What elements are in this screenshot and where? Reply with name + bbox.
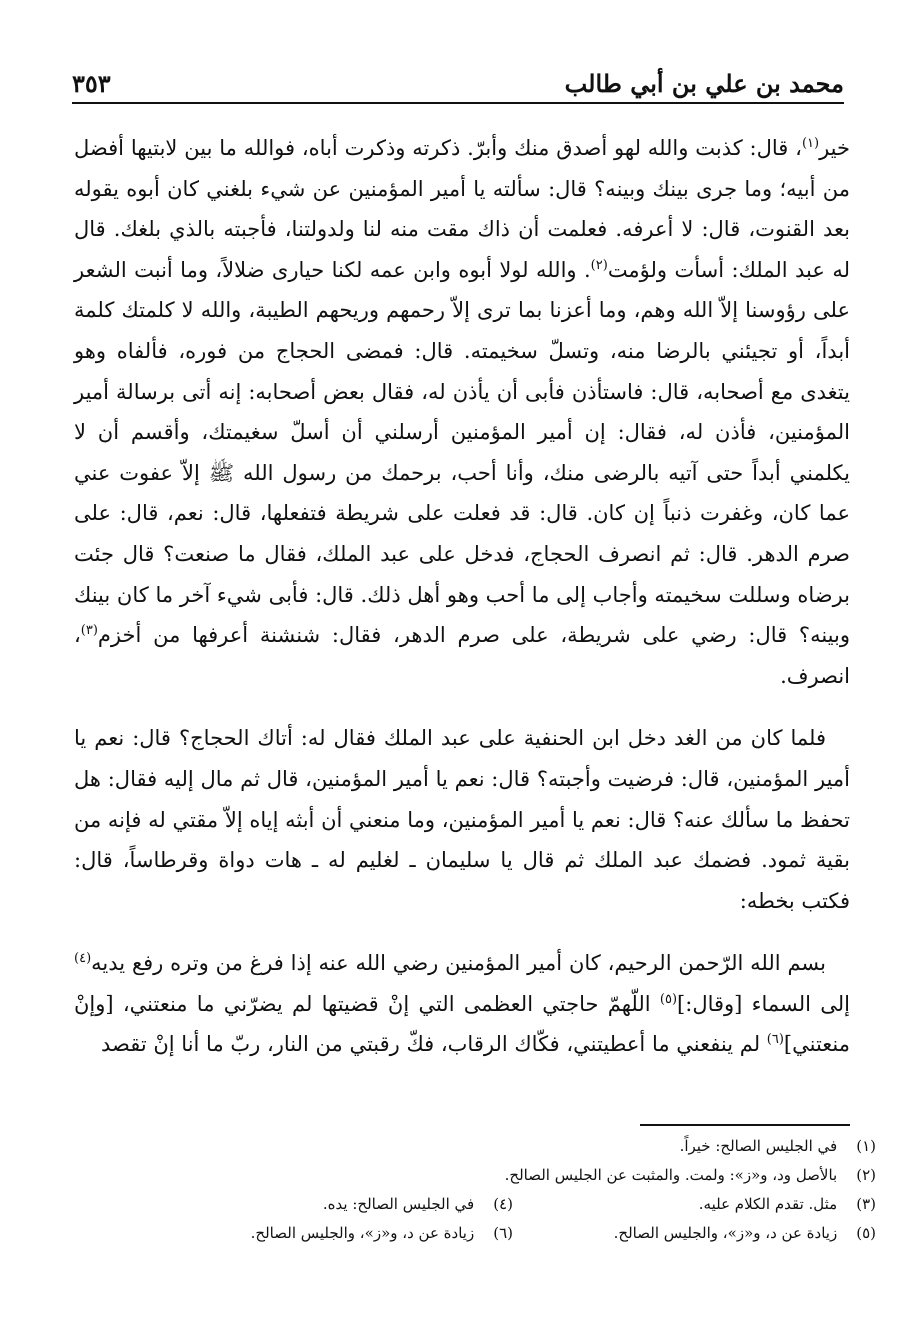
footnote-text: في الجليس الصالح: يده. (322, 1195, 475, 1213)
page-header (72, 58, 844, 104)
text-run: خير (819, 136, 850, 160)
page-number: ٣٥٣ (72, 69, 111, 98)
footnote-number: (٣) (856, 1195, 876, 1213)
footnotes (150, 1132, 876, 1248)
footnote-6 (150, 1219, 513, 1248)
footnote-separator (640, 1124, 850, 1126)
text-run: ، انصرف. (74, 623, 850, 688)
paragraph-2 (74, 718, 850, 921)
footnote-number: (٦) (493, 1224, 513, 1242)
footnote-marker: (٣) (80, 623, 98, 639)
footnote-number: (٢) (856, 1166, 876, 1184)
footnote-number: (١) (856, 1137, 876, 1155)
footnote-2 (150, 1161, 876, 1190)
footnote-1 (150, 1132, 876, 1161)
text-run: لم ينفعني ما أعطيتني، فكّاك الرقاب، فكّ رقبتي من النار، ربّ ما أنا إنْ تقصد (101, 1032, 767, 1057)
text-run: ، قال: كذبت والله لهو أصدق منك وأبرّ. ذكرته وذكرت أباه، فوالله ما بين لابتيها أفضل من أبيه؛ وما جرى بينك وبينه؟ قال: سألته يا أمير المؤمنين عن شيء بلغني كان أبوه يقوله بعد القنوت، قال: لا أعرفه. فعلمت أن ذاك مقت منه لنا ولدولتنا، فأجبته بالذي بلغك. قال له عبد الملك: أسأت ولؤمت (74, 136, 851, 282)
text-run: . والله لولا أبوه وابن عمه لكنا حيارى ضلالاً، وما أنبت الشعر على رؤوسنا إلاّ الله وهم، وما أعزنا بما ترى إلاّ رحمهم وريحهم الطيبة، والله لا كلمتك كلمة أبداً، أو تجيئني بالرضا منه، وتسلّ سخيمته. قال: فمضى الحجاج من فوره، فألفاه وهو يتغدى مع أصحابه، قال: فاستأذن فأبى أن يأذن له، فقال بعض أصحابه: إنه أتى برسالة أمير المؤمنين، فأذن له، فقال: إن أمير المؤمنين أرسلني أن أسلّ سغيمتك، وأقسم أن لا يكلمني أبداً حتى آتيه بالرضى منك، وأنا أحب، برحمك من رسول الله ﷺ إلاّ عفوت عني عما كان، وغفرت ذنباً إن كان. قال: قد فعلت على شريطة فتفعلها، قال: نعم، قال: على صرم الدهر. قال: ثم انصرف الحجاج، فدخل على عبد الملك، فقال ما صنعت؟ قال جئت برضاه وسللت سخيمته وأجاب إلى ما أحب وهو أهل ذلك. قال: فأبى شيء آخر ما كان بينك وبينه؟ قال: رضي على شريطة، على صرم الدهر، فقال: شنشنة أعرفها من أخزم (74, 257, 850, 648)
text-run: فلما كان من الغد دخل ابن الحنفية على عبد الملك فقال له: أتاك الحجاج؟ قال: نعم يا أمير المؤمنين، قال: فرضيت وأجبته؟ قال: نعم يا أمير المؤمنين، قال ثم مال إليه فقال: هل تحفظ ما سألك عنه؟ قال: نعم يا أمير المؤمنين، وما منعني أن أبثه إياه إلاّ مقتي له فإنه من بقية ثمود. فضمك عبد الملك ثم قال يا سليمان ـ لغليم له ـ هات دواة وقرطاساً، قال: فكتب بخطه: (74, 726, 850, 913)
footnote-marker: (١) (801, 136, 820, 151)
paragraph-3 (74, 943, 850, 1065)
footnote-marker: (٦) (766, 1032, 784, 1048)
footnote-marker: (٢) (590, 257, 608, 273)
footnote-row (150, 1219, 876, 1248)
text-run: بسم الله الرّحمن الرحيم، كان أمير المؤمنين رضي الله عنه إذا فرغ من وتره رفع يديه (91, 951, 826, 976)
footnote-number: (٤) (493, 1195, 513, 1213)
footnote-4 (150, 1190, 513, 1219)
footnote-number: (٥) (856, 1224, 876, 1242)
running-title: محمد بن علي بن أبي طالب (564, 69, 844, 98)
footnote-3 (513, 1190, 876, 1219)
text-run: إلى السماء [وقال:] (677, 991, 851, 1016)
footnote-text: في الجليس الصالح: خيراً. (679, 1137, 838, 1155)
footnote-text: زيادة عن د، و«ز»، والجليس الصالح. (613, 1224, 838, 1242)
footnote-text: مثل. تقدم الكلام عليه. (698, 1195, 838, 1213)
footnote-text: زيادة عن د، و«ز»، والجليس الصالح. (250, 1224, 475, 1242)
footnote-marker: (٤) (74, 951, 92, 967)
footnote-text: بالأصل ود، و«ز»: ولمت. والمثبت عن الجليس الصالح. (504, 1166, 838, 1184)
footnote-marker: (٥) (659, 991, 678, 1007)
footnote-5 (513, 1219, 876, 1248)
main-text (74, 128, 850, 1087)
text-run: اللّهمّ حاجتي العظمى التي إنْ قضيتها لم يضرّني ما منعتني، [وإنْ منعتني] (74, 991, 850, 1057)
footnote-row (150, 1190, 876, 1219)
paragraph-1 (74, 128, 850, 696)
